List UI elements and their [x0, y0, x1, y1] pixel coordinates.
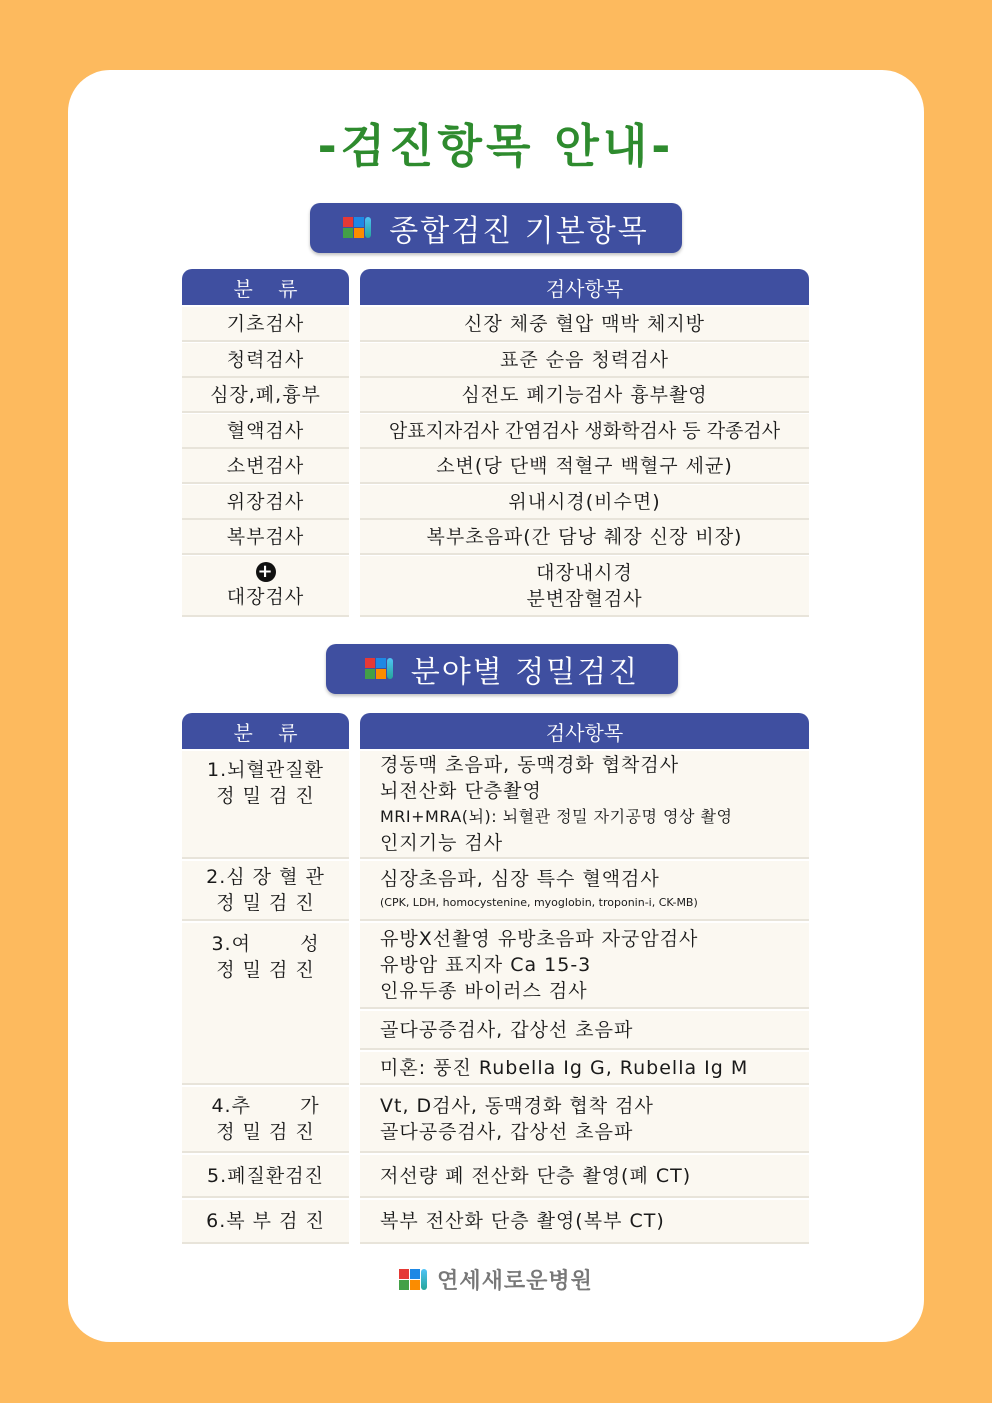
detail-row-5-items: 저선량 폐 전산화 단층 촬영(폐 CT)	[360, 1155, 809, 1198]
detail-row-2-items	[360, 861, 809, 921]
basic-optional-item-2: 분변잠혈검사	[526, 587, 643, 610]
hospital-logo-icon	[365, 658, 397, 680]
detail-row-2-category-line1: 2.심 장 혈 관	[206, 866, 325, 888]
detail-row-4-category-line2: 정 밀 검 진	[216, 1121, 315, 1143]
detail-row-4-category	[182, 1087, 349, 1153]
detail-section-title: 분야별 정밀검진	[410, 655, 640, 690]
basic-col-category-header: 분 류	[182, 269, 349, 305]
detail-row-1-items	[360, 751, 809, 859]
basic-optional-item-1: 대장내시경	[536, 561, 633, 584]
detail-row-3-items-b	[360, 1011, 809, 1050]
detail-row-3-item-1: 유방X선촬영 유방초음파 자궁암검사	[380, 928, 699, 950]
basic-row-3-items: 심전도 폐기능검사 흉부촬영	[360, 378, 809, 413]
detail-row-1-item-4: 인지기능 검사	[380, 832, 504, 854]
detail-row-1-category-line2: 정 밀 검 진	[216, 785, 315, 807]
detail-row-2-item-1: 심장초음파, 심장 특수 혈액검사	[380, 868, 660, 890]
detail-row-2-item-2: (CPK, LDH, homocystenine, myoglobin, troponin-i, CK-MB)	[380, 896, 698, 909]
basic-row-6-category: 위장검사	[182, 485, 349, 520]
basic-row-3-category: 심장,폐,흉부	[182, 378, 349, 413]
detail-row-3-category-line2: 정 밀 검 진	[216, 959, 315, 981]
detail-row-6-items: 복부 전산화 단층 촬영(복부 CT)	[360, 1200, 809, 1244]
hospital-name: 연세새로운병원	[437, 1269, 593, 1294]
basic-row-2-items: 표준 순음 청력검사	[360, 343, 809, 378]
basic-row-4-category: 혈액검사	[182, 414, 349, 449]
plus-circle-icon: +	[257, 560, 274, 582]
basic-row-4-items: 암표지자검사 간염검사 생화학검사 등 각종검사	[360, 414, 809, 449]
footer-logo	[0, 1264, 992, 1295]
detail-row-3-category	[182, 923, 349, 1085]
basic-optional-category	[182, 556, 349, 617]
detail-row-4-items	[360, 1087, 809, 1153]
detail-col-category-header: 분 류	[182, 713, 349, 749]
basic-row-6-items: 위내시경(비수면)	[360, 485, 809, 520]
detail-row-3-category-line1: 3.여 성	[211, 933, 320, 955]
detail-row-4-category-line1: 4.추 가	[211, 1095, 320, 1117]
detail-row-4-item-1: Vt, D검사, 동맥경화 협착 검사	[380, 1095, 654, 1117]
detail-col-items-header: 검사항목	[360, 713, 809, 749]
basic-section-title: 종합검진 기본항목	[389, 214, 649, 249]
basic-row-7-items: 복부초음파(간 담낭 췌장 신장 비장)	[360, 520, 809, 555]
detail-row-1-item-1: 경동맥 초음파, 동맥경화 협착검사	[380, 754, 680, 776]
basic-row-1-items: 신장 체중 혈압 맥박 체지방	[360, 307, 809, 342]
basic-col-items-header: 검사항목	[360, 269, 809, 305]
basic-row-5-category: 소변검사	[182, 449, 349, 484]
detail-row-2-category	[182, 861, 349, 921]
basic-row-5-items: 소변(당 단백 적혈구 백혈구 세균)	[360, 449, 809, 484]
hospital-logo-icon	[399, 1269, 431, 1291]
detail-row-2-category-line2: 정 밀 검 진	[216, 892, 315, 914]
detail-row-5-category: 5.폐질환검진	[182, 1155, 349, 1198]
basic-optional-items	[360, 556, 809, 617]
detail-row-3-items-c	[360, 1052, 809, 1085]
detail-row-1-category	[182, 751, 349, 859]
basic-row-1-category: 기초검사	[182, 307, 349, 342]
detail-row-1-item-3: MRI+MRA(뇌): 뇌혈관 정밀 자기공명 영상 촬영	[380, 807, 733, 826]
detail-row-4-item-2: 골다공증검사, 갑상선 초음파	[380, 1121, 634, 1143]
basic-section-banner	[310, 203, 682, 253]
detail-row-3-items-a	[360, 923, 809, 1009]
basic-optional-category-label: 대장검사	[226, 585, 305, 608]
page-title: -검진항목 안내-	[317, 119, 675, 173]
detail-section-banner	[326, 644, 678, 694]
detail-row-6-category: 6.복 부 검 진	[182, 1200, 349, 1244]
hospital-logo-icon	[343, 217, 375, 239]
detail-row-1-category-line1: 1.뇌혈관질환	[207, 759, 324, 781]
detail-row-3-item-4: 골다공증검사, 갑상선 초음파	[380, 1018, 634, 1041]
detail-row-1-item-2: 뇌전산화 단층촬영	[380, 780, 542, 802]
basic-row-7-category: 복부검사	[182, 520, 349, 555]
detail-row-3-item-5: 미혼: 풍진 Rubella Ig G, Rubella Ig M	[380, 1056, 749, 1079]
basic-row-2-category: 청력검사	[182, 343, 349, 378]
detail-row-3-item-2: 유방암 표지자 Ca 15-3	[380, 954, 592, 976]
detail-row-3-item-3: 인유두종 바이러스 검사	[380, 980, 588, 1002]
